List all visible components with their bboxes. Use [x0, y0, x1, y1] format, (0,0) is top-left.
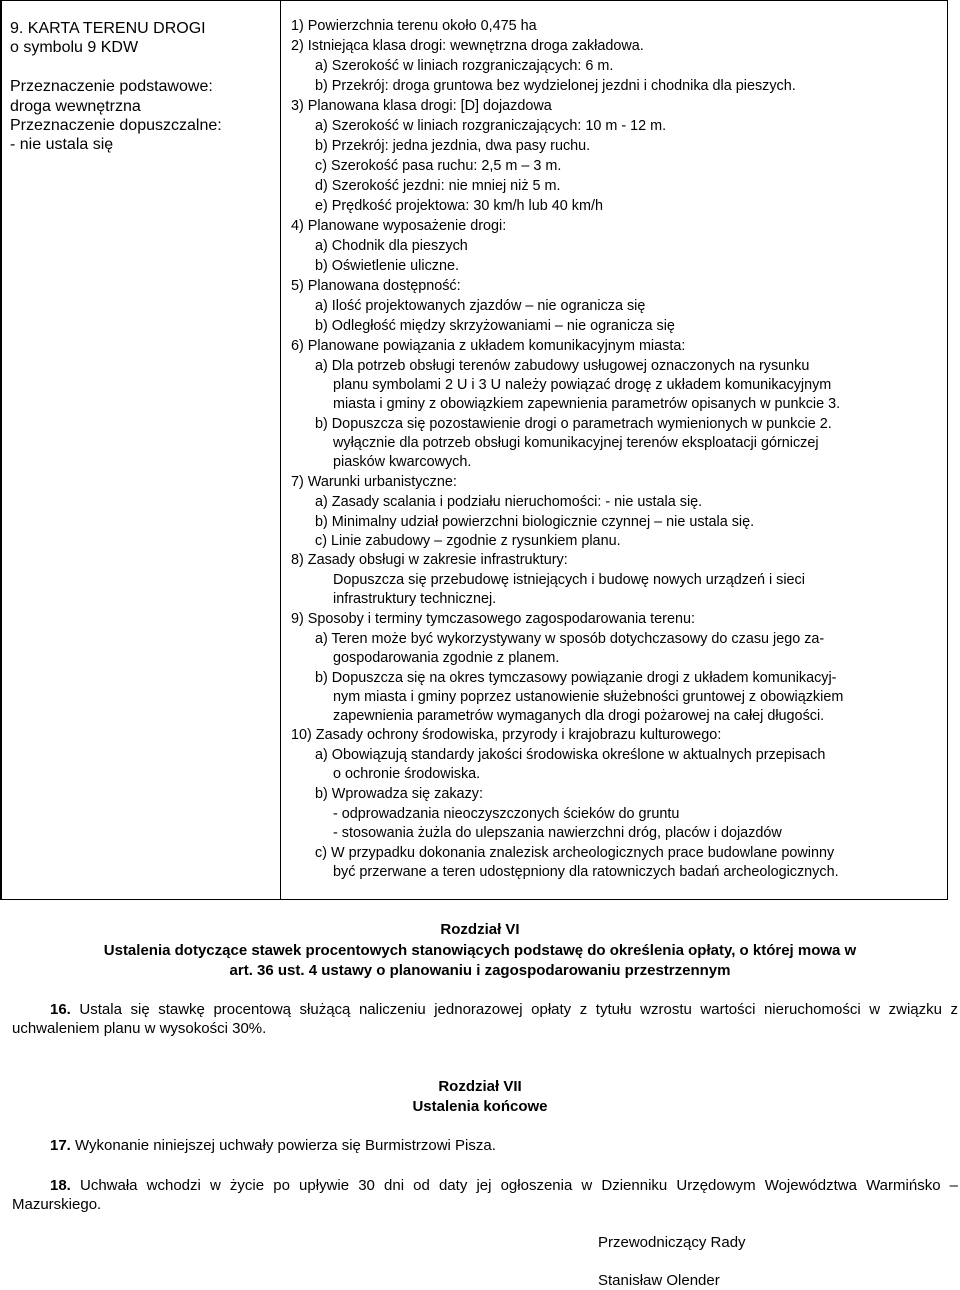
card-text-line: a) Ilość projektowanych zjazdów – nie ogranicza się: [315, 298, 646, 314]
card-text-line: piasków kwarcowych.: [333, 454, 472, 470]
chapter-6-title-line1: Ustalenia dotyczące stawek procentowych stanowiących podstawę do określenia opłaty, o której mowa w: [103, 942, 857, 959]
card-text-line: wyłącznie dla potrzeb obsługi komunikacyjnej terenów eksploatacji górniczej: [333, 435, 819, 451]
permitted-use-value: - nie ustala się: [10, 136, 114, 154]
card-text-line: 9) Sposoby i terminy tymczasowego zagospodarowania terenu:: [291, 611, 695, 627]
card-title: 9. KARTA TERENU DROGI: [10, 20, 206, 37]
card-text-line: c) W przypadku dokonania znalezisk archeologicznych prace budowlane powinny: [315, 845, 835, 861]
card-text-line: miasta i gminy z obowiązkiem zapewnienia parametrów opisanych w punkcie 3.: [333, 396, 841, 412]
card-text-line: nym miasta i gminy poprzez ustanowienie służebności gruntowej z obowiązkiem: [333, 689, 844, 705]
card-text-line: b) Oświetlenie uliczne.: [315, 258, 459, 274]
card-text-line: o ochronie środowiska.: [333, 766, 481, 782]
card-text-line: b) Wprowadza się zakazy:: [315, 786, 483, 802]
signature-name: Stanisław Olender: [598, 1272, 720, 1289]
card-text-line: c) Linie zabudowy – zgodnie z rysunkiem planu.: [315, 533, 621, 549]
paragraph-text: Uchwała wchodzi w życie po upływie 30 dni od daty jej ogłoszenia w Dzienniku Urzędowym Województwa Warmińsko – Mazurskiego.: [12, 1177, 959, 1213]
card-text-line: - odprowadzania nieoczyszczonych ścieków do gruntu: [333, 806, 680, 822]
paragraph-text: Wykonanie niniejszej uchwały powierza się Burmistrzowi Pisza.: [75, 1137, 496, 1154]
card-text-line: 10) Zasady ochrony środowiska, przyrody i krajobrazu kulturowego:: [291, 727, 722, 743]
chapter-6-title-line2: art. 36 ust. 4 ustawy o planowaniu i zagospodarowaniu przestrzennym: [229, 962, 731, 979]
chapter-6-heading: Rozdział VI: [440, 921, 520, 938]
column-divider: [280, 1, 281, 900]
paragraph-number: 17.: [50, 1137, 71, 1154]
primary-use-label: Przeznaczenie podstawowe:: [10, 78, 213, 96]
card-text-line: 1) Powierzchnia terenu około 0,475 ha: [291, 18, 537, 34]
card-text-line: 8) Zasady obsługi w zakresie infrastruktury:: [291, 552, 568, 568]
card-text-line: b) Dopuszcza się pozostawienie drogi o parametrach wymienionych w punkcie 2.: [315, 416, 832, 432]
card-text-line: 2) Istniejąca klasa drogi: wewnętrzna droga zakładowa.: [291, 38, 644, 54]
card-text-line: zapewnienia parametrów wymaganych dla drogi pożarowej na całej długości.: [333, 708, 825, 724]
card-text-line: 6) Planowane powiązania z układem komunikacyjnym miasta:: [291, 338, 686, 354]
card-text-line: 7) Warunki urbanistyczne:: [291, 474, 457, 490]
card-text-line: a) Chodnik dla pieszych: [315, 238, 468, 254]
paragraph-18: [12, 1176, 958, 1214]
card-text-line: b) Przekrój: droga gruntowa bez wydzielonej jezdni i chodnika dla pieszych.: [315, 78, 796, 94]
chapter-7-title: Ustalenia końcowe: [412, 1098, 548, 1115]
chapter-7-heading: Rozdział VII: [438, 1078, 522, 1095]
paragraph-text: Ustala się stawkę procentową służącą naliczeniu jednorazowej opłaty z tytułu wzrostu wartości nieruchomości w związku z uchwaleniem planu w wysokości 30%.: [12, 1001, 959, 1037]
card-text-line: - stosowania żużla do ulepszania nawierzchni dróg, placów i dojazdów: [333, 825, 782, 841]
card-text-line: być przerwane a teren udostępniony dla ratowniczych badań archeologicznych.: [333, 864, 839, 880]
permitted-use-label: Przeznaczenie dopuszczalne:: [10, 117, 222, 135]
card-text-line: a) Teren może być wykorzystywany w sposób dotychczasowy do czasu jego za-: [315, 631, 825, 647]
card-text-line: gospodarowania zgodnie z planem.: [333, 650, 560, 666]
card-symbol: o symbolu 9 KDW: [10, 39, 139, 57]
primary-use-value: droga wewnętrzna: [10, 97, 141, 115]
card-text-line: d) Szerokość jezdni: nie mniej niż 5 m.: [315, 178, 561, 194]
card-text-line: a) Szerokość w liniach rozgraniczających: 6 m.: [315, 58, 614, 74]
card-text-line: Dopuszcza się przebudowę istniejących i budowę nowych urządzeń i sieci: [333, 572, 805, 588]
paragraph-number: 18.: [50, 1177, 71, 1194]
card-text-line: b) Odległość między skrzyżowaniami – nie ogranicza się: [315, 318, 675, 334]
card-text-line: planu symbolami 2 U i 3 U należy powiązać drogę z układem komunikacyjnym: [333, 377, 832, 393]
card-text-line: a) Obowiązują standardy jakości środowiska określone w aktualnych przepisach: [315, 747, 826, 763]
signature-role: Przewodniczący Rady: [598, 1234, 746, 1251]
card-text-line: 5) Planowana dostępność:: [291, 278, 461, 294]
paragraph-number: 16.: [50, 1001, 71, 1018]
card-text-line: 3) Planowana klasa drogi: [D] dojazdowa: [291, 98, 552, 114]
card-text-line: b) Dopuszcza się na okres tymczasowy powiązanie drogi z układem komunikacyj-: [315, 670, 837, 686]
card-text-line: infrastruktury technicznej.: [333, 591, 497, 607]
card-text-line: a) Dla potrzeb obsługi terenów zabudowy usługowej oznaczonych na rysunku: [315, 358, 810, 374]
card-text-line: a) Szerokość w liniach rozgraniczających: 10 m - 12 m.: [315, 118, 667, 134]
card-text-line: e) Prędkość projektowa: 30 km/h lub 40 km/h: [315, 198, 603, 214]
card-text-line: 4) Planowane wyposażenie drogi:: [291, 218, 507, 234]
card-text-line: c) Szerokość pasa ruchu: 2,5 m – 3 m.: [315, 158, 562, 174]
card-text-line: a) Zasady scalania i podziału nieruchomości: - nie ustala się.: [315, 494, 703, 510]
card-text-line: b) Przekrój: jedna jezdnia, dwa pasy ruchu.: [315, 138, 591, 154]
left-column: [10, 19, 278, 155]
spacer: [10, 58, 278, 77]
paragraph-17: [12, 1136, 958, 1155]
paragraph-16: [12, 1000, 958, 1038]
card-text-line: b) Minimalny udział powierzchni biologicznie czynnej – nie ustala się.: [315, 514, 755, 530]
